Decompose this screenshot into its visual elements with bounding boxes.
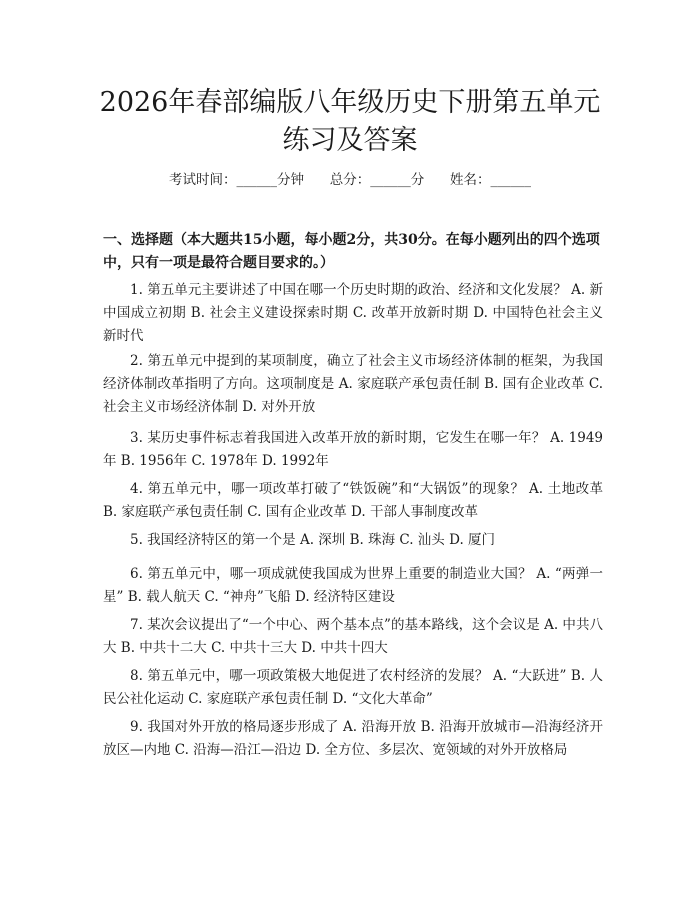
question-2: 2. 第五单元中提到的某项制度，确立了社会主义市场经济体制的框架，为我国经济体制改革指明了方向。这项制度是 A. 家庭联产承包责任制 B. 国有企业改革 C. 社会主义市场经济体制 D. 对外开放 [103,353,603,415]
page-title: 2026年春部编版八年级历史下册第五单元练习及答案 [99,87,601,156]
question-8: 8. 第五单元中，哪一项政策极大地促进了农村经济的发展？ A. “大跃进” B. 人民公社化运动 C. 家庭联产承包责任制 D. “文化大革命” [103,668,603,707]
exam-info-line: 考试时间：______分钟 总分：______分 姓名：______ [169,172,531,188]
question-6: 6. 第五单元中，哪一项成就使我国成为世界上重要的制造业大国？ A. “两弹一星” B. 载人航天 C. “神舟”飞船 D. 经济特区建设 [103,566,603,605]
question-5: 5. 我国经济特区的第一个是 A. 深圳 B. 珠海 C. 汕头 D. 厦门 [130,532,496,548]
question-7: 7. 某次会议提出了“一个中心、两个基本点”的基本路线，这个会议是 A. 中共八大 B. 中共十二大 C. 中共十三大 D. 中共十四大 [103,617,603,656]
question-1: 1. 第五单元主要讲述了中国在哪一个历史时期的政治、经济和文化发展？ A. 新中国成立初期 B. 社会主义建设探索时期 C. 改革开放新时期 D. 中国特色社会主义新时代 [103,282,603,344]
question-3: 3. 某历史事件标志着我国进入改革开放的新时期，它发生在哪一年？ A. 1949年 B. 1956年 C. 1978年 D. 1992年 [103,430,603,469]
question-9: 9. 我国对外开放的格局逐步形成了 A. 沿海开放 B. 沿海开放城市—沿海经济开放区—内地 C. 沿海—沿江—沿边 D. 全方位、多层次、宽领域的对外开放格局 [103,719,603,758]
section-heading: 一、选择题（本大题共15小题，每小题2分，共30分。在每小题列出的四个选项中，只有一项是最符合题目要求的。） [103,232,600,271]
question-4: 4. 第五单元中，哪一项改革打破了“铁饭碗”和“大锅饭”的现象？ A. 土地改革 B. 家庭联产承包责任制 C. 国有企业改革 D. 干部人事制度改革 [103,481,603,520]
